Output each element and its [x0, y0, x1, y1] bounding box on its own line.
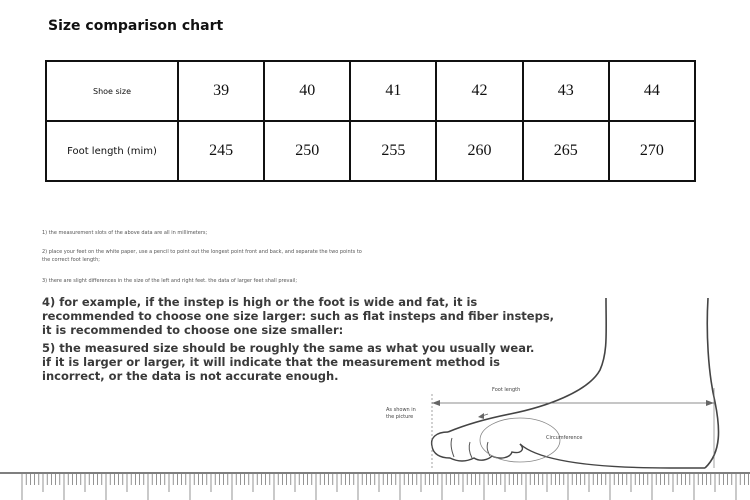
- length-cell: 245: [178, 121, 264, 181]
- size-cell: 44: [609, 61, 695, 121]
- length-cell: 250: [264, 121, 350, 181]
- size-cell: 41: [350, 61, 436, 121]
- note-2a: 2) place your feet on the white paper, use a pencil to point out the longest point front and back, and separate the two points to: [42, 249, 362, 255]
- ruler: [0, 470, 750, 500]
- toe-lines: [451, 438, 490, 458]
- row-label-shoe-size: Shoe size: [46, 61, 178, 121]
- circumference-label: Circumference: [546, 435, 583, 441]
- size-cell: 42: [436, 61, 522, 121]
- table-row: [46, 61, 695, 121]
- size-cell: 39: [178, 61, 264, 121]
- foot-diagram: [370, 292, 740, 472]
- length-cell: 265: [523, 121, 609, 181]
- note-5: 5) the measured size should be roughly the same as what you usually wear. if it is larger or larger, it will indicate that the measurement method is incorrect, or the data is not accurate enough.: [42, 341, 535, 383]
- note-2b: the correct foot length;: [42, 257, 100, 263]
- length-cell: 270: [609, 121, 695, 181]
- note-3: 3) there are slight differences in the size of the left and right feet. the data of larger feet shall prevail;: [42, 278, 298, 284]
- page-title: Size comparison chart: [48, 18, 224, 34]
- size-table: [45, 60, 696, 182]
- note-1: 1) the measurement slots of the above data are all in millimeters;: [42, 230, 208, 236]
- length-cell: 255: [350, 121, 436, 181]
- heel-outline: [705, 298, 719, 468]
- foot-outline: [448, 298, 606, 432]
- note-4: 4) for example, if the instep is high or the foot is wide and fat, it is recommended to choose one size larger: such as flat insteps and fiber insteps, it is recommended to choose one size smaller:: [42, 295, 555, 337]
- length-cell: 260: [436, 121, 522, 181]
- row-label-foot-length: Foot length (mim): [46, 121, 178, 181]
- foot-length-label: Foot length: [492, 387, 521, 393]
- toes-outline: [432, 432, 523, 461]
- ruler-ticks: [22, 474, 749, 500]
- size-cell: 43: [523, 61, 609, 121]
- size-cell: 40: [264, 61, 350, 121]
- table-row: [46, 121, 695, 181]
- as-shown-label: As shown in the picture: [386, 407, 416, 420]
